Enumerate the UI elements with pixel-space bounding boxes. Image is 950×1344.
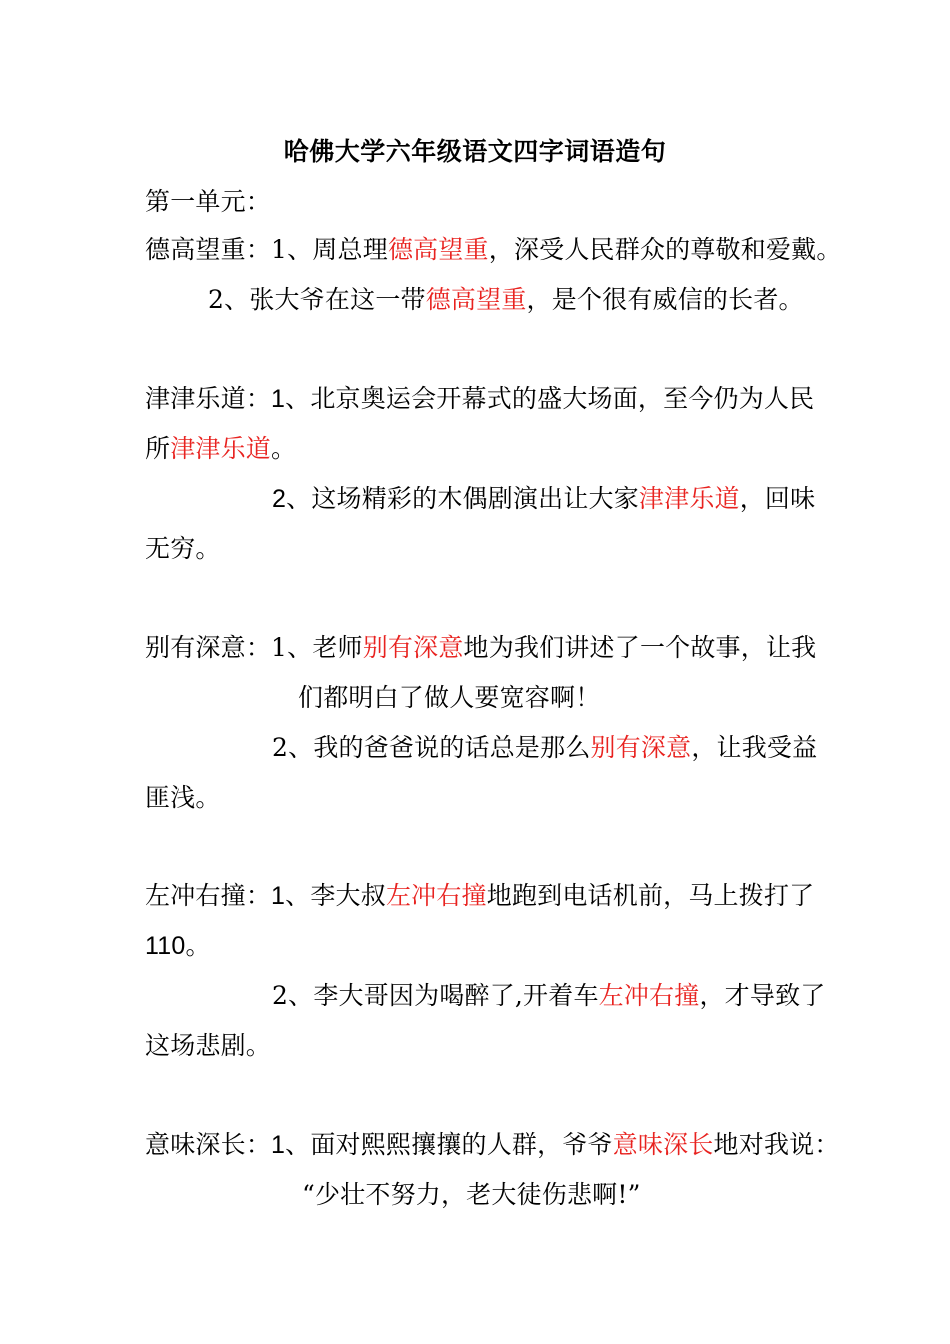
sentence-number: 1 — [271, 385, 286, 413]
highlighted-term: 左冲右撞 — [385, 881, 487, 910]
entry-4-sentence-2-continuation: 这场悲剧。 — [145, 1031, 272, 1060]
highlighted-term: 意味深长 — [612, 1130, 714, 1159]
entry-5-sentence-1: 意味深长：1、面对熙熙攘攘的人群，爷爷意味深长地对我说： — [145, 1130, 840, 1159]
entry-2-sentence-1-continuation: 所津津乐道。 — [145, 434, 297, 463]
highlighted-term: 津津乐道 — [638, 484, 740, 513]
section-heading: 第一单元： — [145, 187, 272, 216]
entry-3-sentence-2: 2、我的爸爸说的话总是那么别有深意，让我受益 — [272, 733, 818, 762]
highlighted-term: 左冲右撞 — [598, 981, 700, 1010]
entry-4-sentence-2: 2、李大哥因为喝醉了,开着车左冲右撞，才导致了 — [272, 981, 826, 1010]
entry-term: 别有深意 — [145, 633, 246, 662]
entry-5-sentence-1-continuation: “少壮不努力，老大徒伤悲啊!” — [302, 1180, 641, 1209]
highlighted-term: 别有深意 — [590, 733, 692, 762]
sentence-number: 1 — [271, 1131, 286, 1159]
sentence-number: 1 — [271, 235, 288, 264]
entry-2-sentence-2-continuation: 无穷。 — [145, 534, 221, 563]
sentence-number: 2 — [272, 981, 289, 1010]
sentence-number: 2 — [208, 285, 225, 314]
entry-term: 津津乐道 — [145, 384, 246, 413]
entry-4-sentence-1-continuation: 110。 — [145, 932, 211, 960]
highlighted-term: 德高望重 — [387, 235, 489, 264]
entry-1-sentence-1: 德高望重：1、周总理德高望重，深受人民群众的尊敬和爱戴。 — [145, 235, 842, 264]
highlighted-term: 津津乐道 — [170, 434, 272, 463]
entry-4-sentence-1: 左冲右撞：1、李大叔左冲右撞地跑到电话机前，马上拨打了 — [145, 881, 815, 910]
entry-2-sentence-2: 2、这场精彩的木偶剧演出让大家津津乐道，回味 — [272, 484, 816, 513]
highlighted-term: 别有深意 — [362, 633, 464, 662]
sentence-number: 2 — [272, 733, 289, 762]
entry-term: 德高望重 — [145, 235, 246, 264]
entry-2-sentence-1: 津津乐道：1、北京奥运会开幕式的盛大场面，至今仍为人民 — [145, 384, 815, 413]
entry-term: 左冲右撞 — [145, 881, 246, 910]
entry-term: 意味深长 — [145, 1130, 246, 1159]
sentence-number: 1 — [271, 633, 288, 662]
entry-3-sentence-2-continuation: 匪浅。 — [145, 783, 221, 812]
document-title: 哈佛大学六年级语文四字词语造句 — [283, 137, 667, 166]
sentence-number: 2 — [272, 485, 287, 513]
entry-3-sentence-1-continuation: 们都明白了做人要宽容啊！ — [298, 683, 601, 712]
entry-3-sentence-1: 别有深意：1、老师别有深意地为我们讲述了一个故事，让我 — [145, 633, 817, 662]
entry-1-sentence-2: 2、张大爷在这一带德高望重，是个很有威信的长者。 — [208, 285, 804, 314]
highlighted-term: 德高望重 — [425, 285, 527, 314]
sentence-number: 1 — [271, 882, 286, 910]
